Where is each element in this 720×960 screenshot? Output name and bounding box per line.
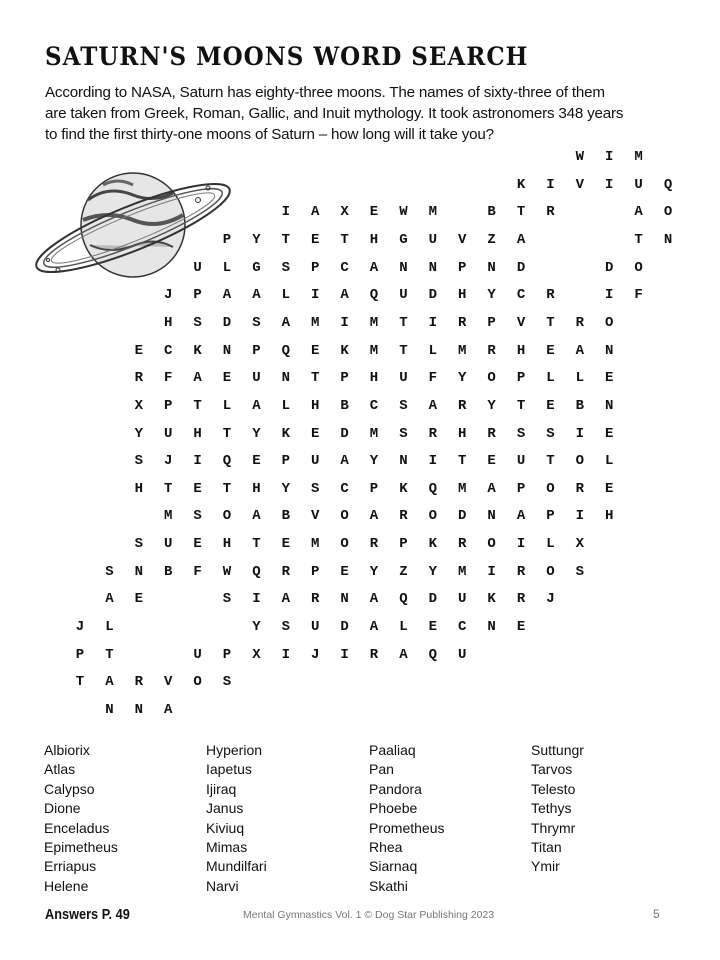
word-list-item: Albiorix: [44, 742, 90, 758]
word-list-item: Kiviuq: [206, 819, 245, 836]
word-list-item: Ymir: [531, 858, 560, 875]
word-list-item: Erriapus: [44, 858, 97, 875]
grid-row: PYTETHGUVZA TN: [75, 231, 694, 248]
word-list-column: [531, 741, 584, 877]
word-list-item: Skathi: [369, 877, 408, 894]
grid-row: SUEHTEMORPKROILX: [75, 536, 694, 553]
grid-row: SNBFWQRPEYZYMIROS: [75, 563, 694, 580]
page-number: 5: [653, 907, 660, 921]
word-list-item: Rhea: [369, 839, 403, 856]
word-list-item: Hyperion: [206, 742, 263, 758]
grid-row: HTETHYSCPKQMAPORE: [75, 480, 694, 497]
intro-text: [45, 82, 695, 145]
grid-row: ECKNPQEKMTLMRHEAN: [75, 342, 694, 359]
word-list-item: Telesto: [531, 780, 576, 797]
word-list-item: Pan: [369, 761, 394, 778]
word-list-column: [44, 741, 118, 896]
intro-line: According to NASA, Saturn has eighty-three moons. The names of sixty-three of them: [45, 84, 605, 101]
word-list-item: Helene: [44, 877, 89, 894]
word-list-item: Narvi: [206, 877, 239, 894]
word-list-item: Pandora: [369, 780, 422, 797]
grid-row: HSDSAMIMTIRPVTRO: [75, 314, 694, 331]
grid-row: IAXEWM BTR AO: [75, 204, 694, 221]
word-list-item: Ijiraq: [206, 780, 237, 797]
grid-row: YUHTYKEDMSRHRSSIE: [75, 425, 694, 442]
word-list-item: Atlas: [44, 761, 76, 778]
word-list-item: Tethys: [531, 800, 572, 817]
word-list-item: Suttungr: [531, 742, 584, 758]
page-title: SATURN'S MOONS WORD SEARCH: [45, 42, 529, 72]
word-list-item: Prometheus: [369, 819, 445, 836]
grid-row: AE SIARNAQDUKRJ: [75, 591, 694, 608]
grid-row: RFAEUNTPHUFYOPLLE: [75, 370, 694, 387]
grid-row: ULGSPCANNPND DO: [75, 259, 694, 276]
grid-row: NNA: [75, 702, 694, 718]
word-list-item: Enceladus: [44, 819, 110, 836]
word-list-column: [206, 741, 267, 896]
grid-row: TARVOS: [75, 674, 694, 691]
grid-row: JL YSUDALECNE: [75, 619, 694, 636]
word-list-column: [369, 741, 444, 896]
word-list-item: Tarvos: [531, 761, 573, 778]
grid-row: XPTLALHBCSARYTEBN: [75, 397, 694, 414]
word-list-item: Iapetus: [206, 761, 252, 778]
word-list-item: Mimas: [206, 839, 248, 856]
word-list-item: Epimetheus: [44, 839, 118, 856]
grid-row: KIVIUQ: [75, 176, 694, 193]
word-list-item: Phoebe: [369, 800, 418, 817]
word-list-item: Dione: [44, 800, 81, 817]
copyright-text: Mental Gymnastics Vol. 1 © Dog Star Publishing 2023: [243, 909, 495, 921]
answers-reference: Answers P. 49: [45, 906, 130, 923]
word-list-item: Calypso: [44, 780, 95, 797]
intro-line: to find the first thirty-one moons of Saturn – how long will it take you?: [45, 126, 494, 143]
grid-row: JPAALIAQUDHYCR IF: [75, 287, 694, 304]
word-list-item: Siarnaq: [369, 858, 418, 875]
grid-row: PT UPXIJIRAQU: [75, 646, 694, 663]
word-list-item: Paaliaq: [369, 742, 416, 758]
word-list-item: Thrymr: [531, 819, 576, 836]
grid-row: WIM: [75, 149, 694, 165]
grid-row: SJIQEPUAYNITEUTOL: [75, 453, 694, 470]
word-list-item: Janus: [206, 800, 244, 817]
intro-line: are taken from Greek, Roman, Gallic, and Inuit mythology. It took astronomers 348 years: [45, 105, 624, 122]
word-list-item: Mundilfari: [206, 858, 267, 875]
word-list-item: Titan: [531, 839, 562, 856]
grid-row: MSOABVOARODNAPIH: [75, 508, 694, 525]
